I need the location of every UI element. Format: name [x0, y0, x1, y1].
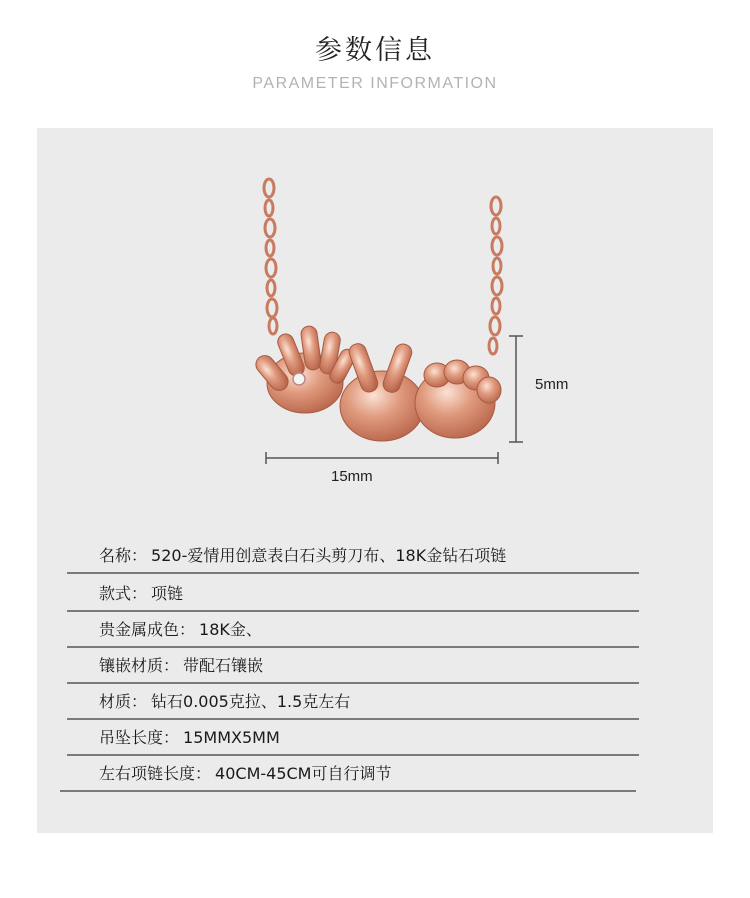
spec-row-style [67, 578, 639, 612]
width-dimension-label: 15mm [331, 468, 373, 485]
page-subtitle: PARAMETER INFORMATION [252, 75, 498, 92]
spec-row-metal [67, 614, 639, 648]
spec-separator: ： [131, 692, 148, 711]
spec-separator: ： [179, 620, 196, 639]
spec-row-inlay [67, 650, 639, 684]
spec-label: 吊坠长度 [99, 728, 164, 747]
spec-label: 款式 [99, 584, 132, 603]
spec-label: 材质 [99, 692, 132, 711]
spec-row-pendant-length [67, 722, 639, 756]
page-title: 参数信息 [315, 35, 435, 66]
spec-label: 左右项链长度 [99, 764, 196, 783]
spec-value: 40CM-45CM可自行调节 [215, 764, 392, 783]
spec-value: 18K金、 [199, 620, 262, 639]
product-image-area [37, 128, 713, 508]
spec-separator: ： [195, 764, 212, 783]
spec-label: 镶嵌材质 [99, 656, 164, 675]
spec-value: 钻石0.005克拉、1.5克左右 [151, 692, 351, 711]
spec-separator: ： [163, 728, 180, 747]
spec-label: 名称 [99, 546, 132, 565]
spec-separator: ： [131, 546, 148, 565]
height-dimension-label: 5mm [535, 376, 569, 393]
spec-row-material [67, 686, 639, 720]
spec-row-chain-length [60, 758, 636, 792]
spec-separator: ： [163, 656, 180, 675]
spec-label: 贵金属成色 [99, 620, 180, 639]
necklace-hands-image [37, 128, 713, 508]
parameter-panel [37, 128, 713, 833]
spec-row-name [67, 540, 639, 574]
spec-value: 带配石镶嵌 [183, 656, 264, 675]
spec-value: 520-爱情用创意表白石头剪刀布、18K金钻石项链 [151, 546, 507, 565]
spec-value: 项链 [151, 584, 184, 603]
spec-value: 15MMX5MM [183, 728, 280, 747]
spec-separator: ： [131, 584, 148, 603]
